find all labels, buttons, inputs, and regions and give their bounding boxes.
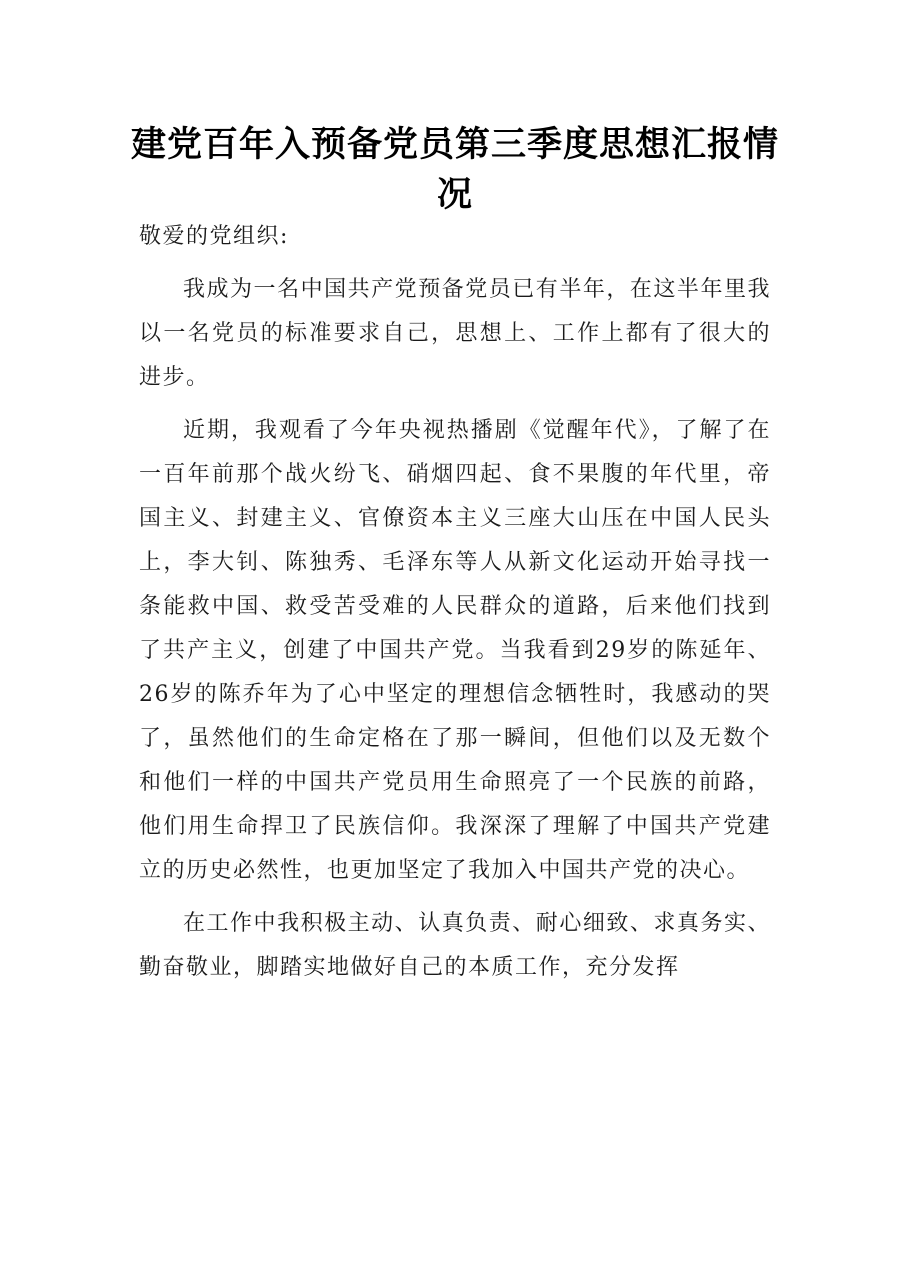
- paragraph-2: 近期，我观看了今年央视热播剧《觉醒年代》，了解了在一百年前那个战火纷飞、硝烟四起、食不果腹的年代里，帝国主义、封建主义、官僚资本主义三座大山压在中国人民头上，李大钊、陈独秀、毛泽东等人从新文化运动开始寻找一条能救中国、救受苦受难的人民群众的道路，后来他们找到了共产主义，创建了中国共产党。当我看到29岁的陈延年、26岁的陈乔年为了心中坚定的理想信念牺牲时，我感动的哭了，虽然他们的生命定格在了那一瞬间，但他们以及无数个和他们一样的中国共产党员用生命照亮了一个民族的前路，他们用生命捍卫了民族信仰。我深深了理解了中国共产党建立的历史必然性，也更加坚定了我加入中国共产党的决心。: [139, 418, 771, 883]
- document-body: [139, 215, 771, 999]
- document-title: 建党百年入预备党员第三季度思想汇报情况: [130, 124, 779, 215]
- paragraph-1: 我成为一名中国共产党预备党员已有半年，在这半年里我以一名党员的标准要求自己，思想上、工作上都有了很大的进步。: [139, 277, 771, 390]
- paragraph-3: 在工作中我积极主动、认真负责、耐心细致、求真务实、勤奋敬业，脚踏实地做好自己的本质工作，充分发挥: [139, 911, 771, 980]
- greeting: 敬爱的党组织:: [139, 224, 289, 249]
